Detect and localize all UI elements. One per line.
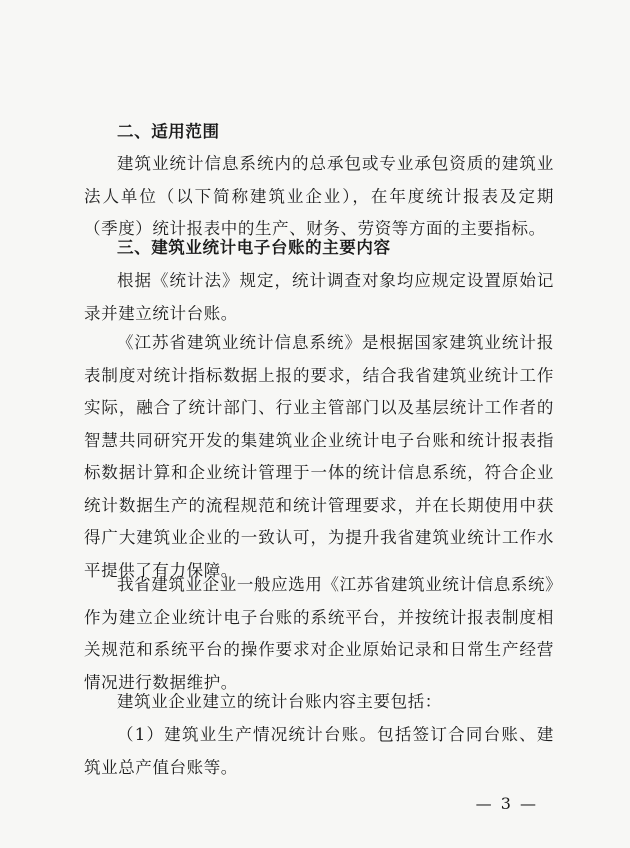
section-heading-scope: 二、适用范围 [117,122,220,141]
paragraph-scope: 建筑业统计信息系统内的总承包或专业承包资质的建筑业法人单位（以下简称建筑业企业），在年度统计报表及定期（季度）统计报表中的生产、财务、劳资等方面的主要指标。 [84,154,554,238]
paragraph-platform-selection: 我省建筑业企业一般应选用《江苏省建筑业统计信息系统》作为建立企业统计电子台账的系统平台，并按统计报表制度相关规范和系统平台的操作要求对企业原始记录和日常生产经营情况进行数据维护。 [84,575,554,692]
paragraph-system-description: 《江苏省建筑业统计信息系统》是根据国家建筑业统计报表制度对统计指标数据上报的要求，结合我省建筑业统计工作实际，融合了统计部门、行业主管部门以及基层统计工作者的智慧共同研究开发的集建筑业企业统计电子台账和统计报表指标数据计算和企业统计管理于一体的统计信息系统，符合企业统计数据生产的流程规范和统计管理要求，并在长期使用中获得广大建筑业企业的一致认可，为提升我省建筑业统计工作水平提供了有力保障。 [84,333,554,580]
paragraph-ledger-intro: 建筑业企业建立的统计台账内容主要包括： [117,692,442,711]
section-heading-content: 三、建筑业统计电子台账的主要内容 [117,238,391,257]
paragraph-statistics-law: 根据《统计法》规定，统计调查对象均应规定设置原始记录并建立统计台账。 [84,271,554,323]
paragraph-ledger-item-1: （1）建筑业生产情况统计台账。包括签订合同台账、建筑业总产值台账等。 [84,725,554,777]
page-number: — 3 — [475,794,538,813]
